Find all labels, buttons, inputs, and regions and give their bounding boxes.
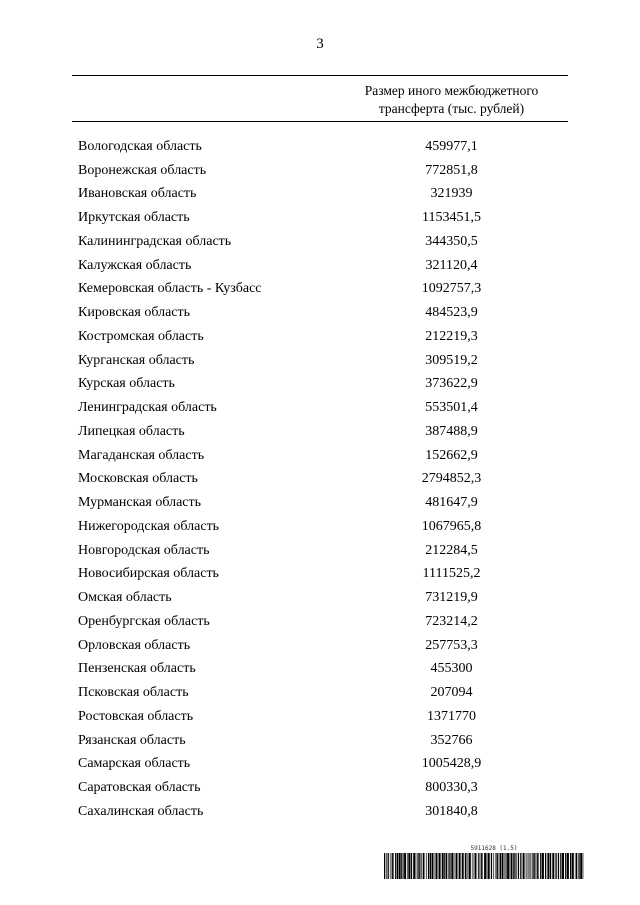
table-row bbox=[72, 539, 568, 563]
transfer-amount: 212284,5 bbox=[425, 542, 478, 558]
transfer-amount: 1005428,9 bbox=[421, 756, 482, 772]
table-row bbox=[72, 705, 568, 729]
table-row bbox=[72, 753, 568, 777]
region-name: Саратовская область bbox=[78, 780, 201, 796]
region-name: Новосибирская область bbox=[78, 566, 219, 582]
region-name: Московская область bbox=[78, 471, 198, 487]
transfer-amount: 1111525,2 bbox=[422, 566, 481, 582]
region-name: Калининградская область bbox=[78, 233, 232, 249]
region-name: Курганская область bbox=[78, 352, 195, 368]
transfer-amount: 1371770 bbox=[427, 708, 476, 724]
region-name: Вологодская область bbox=[78, 138, 202, 154]
transfer-amount: 1067965,8 bbox=[421, 518, 482, 534]
transfer-amount: 484523,9 bbox=[425, 305, 478, 321]
region-name: Курская область bbox=[78, 376, 175, 392]
transfer-amount: 553501,4 bbox=[425, 400, 478, 416]
transfer-amount: 1092757,3 bbox=[421, 281, 482, 297]
header-region-column bbox=[72, 76, 335, 121]
table-row bbox=[72, 278, 568, 302]
transfer-amount: 723214,2 bbox=[425, 613, 478, 629]
transfer-amount: 373622,9 bbox=[425, 376, 478, 392]
region-name: Пензенская область bbox=[78, 661, 196, 677]
transfer-amount: 321120,4 bbox=[425, 257, 478, 273]
table-row bbox=[72, 658, 568, 682]
table-row bbox=[72, 183, 568, 207]
transfer-amount: 459977,1 bbox=[425, 138, 478, 154]
barcode-block bbox=[384, 844, 584, 879]
table-body bbox=[72, 135, 568, 824]
transfer-amount: 321939 bbox=[430, 186, 473, 202]
table-header-rule bbox=[72, 121, 568, 122]
region-name: Липецкая область bbox=[78, 423, 185, 439]
table-row bbox=[72, 515, 568, 539]
region-name: Иркутская область bbox=[78, 210, 190, 226]
table-row bbox=[72, 444, 568, 468]
table-row bbox=[72, 254, 568, 278]
table-row bbox=[72, 230, 568, 254]
table-row bbox=[72, 301, 568, 325]
transfer-amount: 309519,2 bbox=[425, 352, 478, 368]
region-name: Ивановская область bbox=[78, 186, 197, 202]
table-row bbox=[72, 634, 568, 658]
region-name: Орловская область bbox=[78, 637, 191, 653]
region-name: Самарская область bbox=[78, 756, 191, 772]
transfer-table bbox=[72, 75, 568, 824]
table-row bbox=[72, 468, 568, 492]
transfer-amount: 152662,9 bbox=[425, 447, 478, 463]
transfer-amount: 352766 bbox=[430, 732, 473, 748]
page-number: 3 bbox=[316, 36, 324, 52]
region-name: Калужская область bbox=[78, 257, 192, 273]
transfer-amount: 800330,3 bbox=[425, 780, 478, 796]
region-name: Рязанская область bbox=[78, 732, 186, 748]
transfer-amount: 344350,5 bbox=[425, 233, 478, 249]
transfer-amount: 772851,8 bbox=[425, 162, 478, 178]
table-row bbox=[72, 420, 568, 444]
header-amount-column: Размер иного межбюджетного трансферта (тыс. рублей) bbox=[364, 83, 539, 116]
table-row bbox=[72, 135, 568, 159]
table-row bbox=[72, 325, 568, 349]
table-row bbox=[72, 349, 568, 373]
region-name: Магаданская область bbox=[78, 447, 205, 463]
transfer-amount: 257753,3 bbox=[425, 637, 478, 653]
transfer-amount: 207094 bbox=[430, 685, 473, 701]
table-row bbox=[72, 373, 568, 397]
barcode-image bbox=[384, 853, 584, 879]
transfer-amount: 481647,9 bbox=[425, 495, 478, 511]
table-row bbox=[72, 681, 568, 705]
transfer-amount: 387488,9 bbox=[425, 423, 478, 439]
table-row bbox=[72, 610, 568, 634]
region-name: Кировская область bbox=[78, 305, 191, 321]
table-row bbox=[72, 729, 568, 753]
table-row bbox=[72, 491, 568, 515]
transfer-amount: 2794852,3 bbox=[421, 471, 482, 487]
transfer-amount: 731219,9 bbox=[425, 590, 478, 606]
region-name: Нижегородская область bbox=[78, 518, 220, 534]
table-row bbox=[72, 776, 568, 800]
region-name: Ростовская область bbox=[78, 708, 194, 724]
table-row bbox=[72, 396, 568, 420]
region-name: Мурманская область bbox=[78, 495, 202, 511]
transfer-amount: 212219,3 bbox=[425, 328, 478, 344]
table-row bbox=[72, 159, 568, 183]
region-name: Сахалинская область bbox=[78, 803, 204, 819]
table-row bbox=[72, 206, 568, 230]
table-row bbox=[72, 586, 568, 610]
region-name: Ленинградская область bbox=[78, 400, 217, 416]
barcode-caption: 5911628 (1.5) bbox=[470, 845, 518, 852]
region-name: Воронежская область bbox=[78, 162, 207, 178]
region-name: Новгородская область bbox=[78, 542, 210, 558]
table-header bbox=[72, 76, 568, 121]
transfer-amount: 455300 bbox=[430, 661, 473, 677]
region-name: Кемеровская область - Кузбасс bbox=[78, 281, 262, 297]
region-name: Псковская область bbox=[78, 685, 189, 701]
region-name: Оренбургская область bbox=[78, 613, 210, 629]
transfer-amount: 301840,8 bbox=[425, 803, 478, 819]
region-name: Костромская область bbox=[78, 328, 204, 344]
transfer-amount: 1153451,5 bbox=[422, 210, 481, 226]
table-row bbox=[72, 800, 568, 824]
table-row bbox=[72, 563, 568, 587]
region-name: Омская область bbox=[78, 590, 172, 606]
